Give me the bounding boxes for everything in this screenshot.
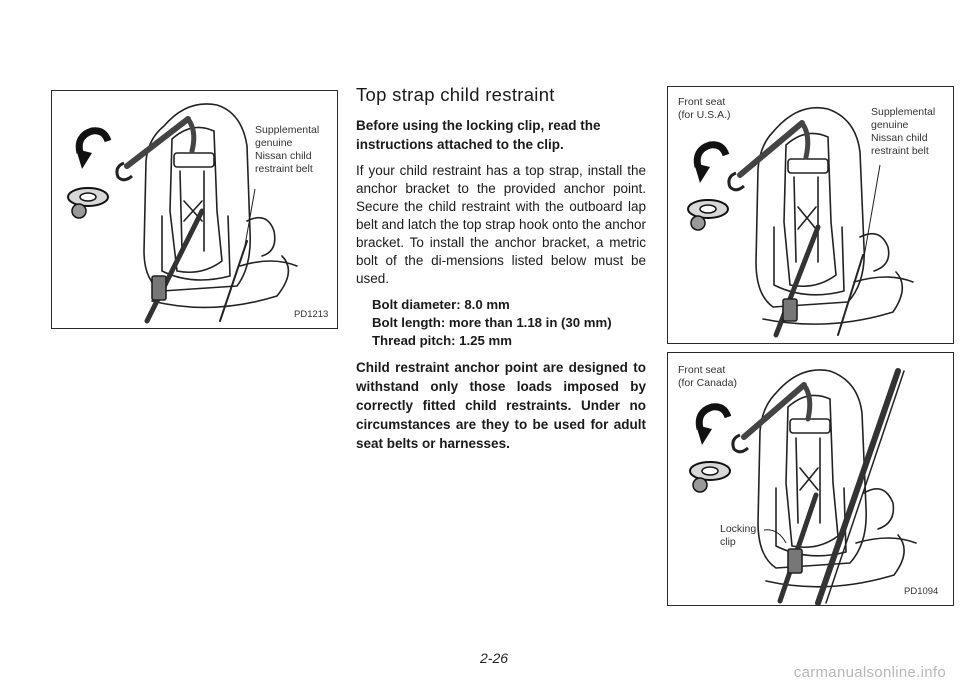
spec-thread-pitch: Thread pitch: 1.25 mm	[372, 333, 512, 348]
label-locking-clip: Locking clip	[720, 523, 757, 548]
text-column	[356, 84, 646, 453]
section-title: Top strap child restraint	[356, 84, 555, 105]
intro-instruction: Before using the locking clip, read the instructions attached to the clip.	[356, 118, 601, 152]
rotation-arrow-icon	[696, 407, 728, 445]
figure-code: PD1213	[294, 309, 329, 320]
body-paragraph: If your child restraint has a top strap, install the anchor bracket to the provided anchor point. Secure the child restraint with the outboard lap belt and latch the top strap hook onto the anchor bracket. To install the anchor bracket, a metric bolt of the di-mensions listed below must be used.	[356, 163, 646, 286]
anchor-bracket-icon	[690, 462, 730, 492]
figure-code: PD1094	[904, 586, 939, 597]
rotation-arrow-icon	[694, 145, 726, 183]
spec-bolt-diameter: Bolt diameter: 8.0 mm	[372, 297, 510, 312]
figure-child-seat-top-strap	[51, 90, 338, 329]
bolt-specs	[372, 296, 646, 350]
label-front-seat: Front seat (for Canada)	[678, 364, 737, 389]
label-front-seat: Front seat (for U.S.A.)	[678, 96, 731, 121]
warning-paragraph: Child restraint anchor point are designed to withstand only those loads imposed by correctly fitted child restraints. Under no circumstances are they to be used for adult seat belts or harnesses.	[356, 360, 646, 451]
watermark: carmanualsonline.info	[793, 664, 946, 681]
figure-front-seat-canada	[667, 352, 954, 606]
anchor-bracket-icon	[68, 188, 108, 218]
anchor-bracket-icon	[688, 200, 728, 230]
figure-front-seat-usa	[667, 86, 954, 344]
front-seat-canada-illustration	[668, 353, 953, 605]
label-supplemental-belt: Supplemental genuine Nissan child restraint belt	[871, 106, 936, 157]
label-supplemental-belt: Supplemental genuine Nissan child restraint belt	[255, 124, 320, 175]
spec-bolt-length: Bolt length: more than 1.18 in (30 mm)	[372, 315, 612, 330]
page-number: 2-26	[480, 650, 509, 666]
rotation-arrow-icon	[76, 131, 108, 169]
